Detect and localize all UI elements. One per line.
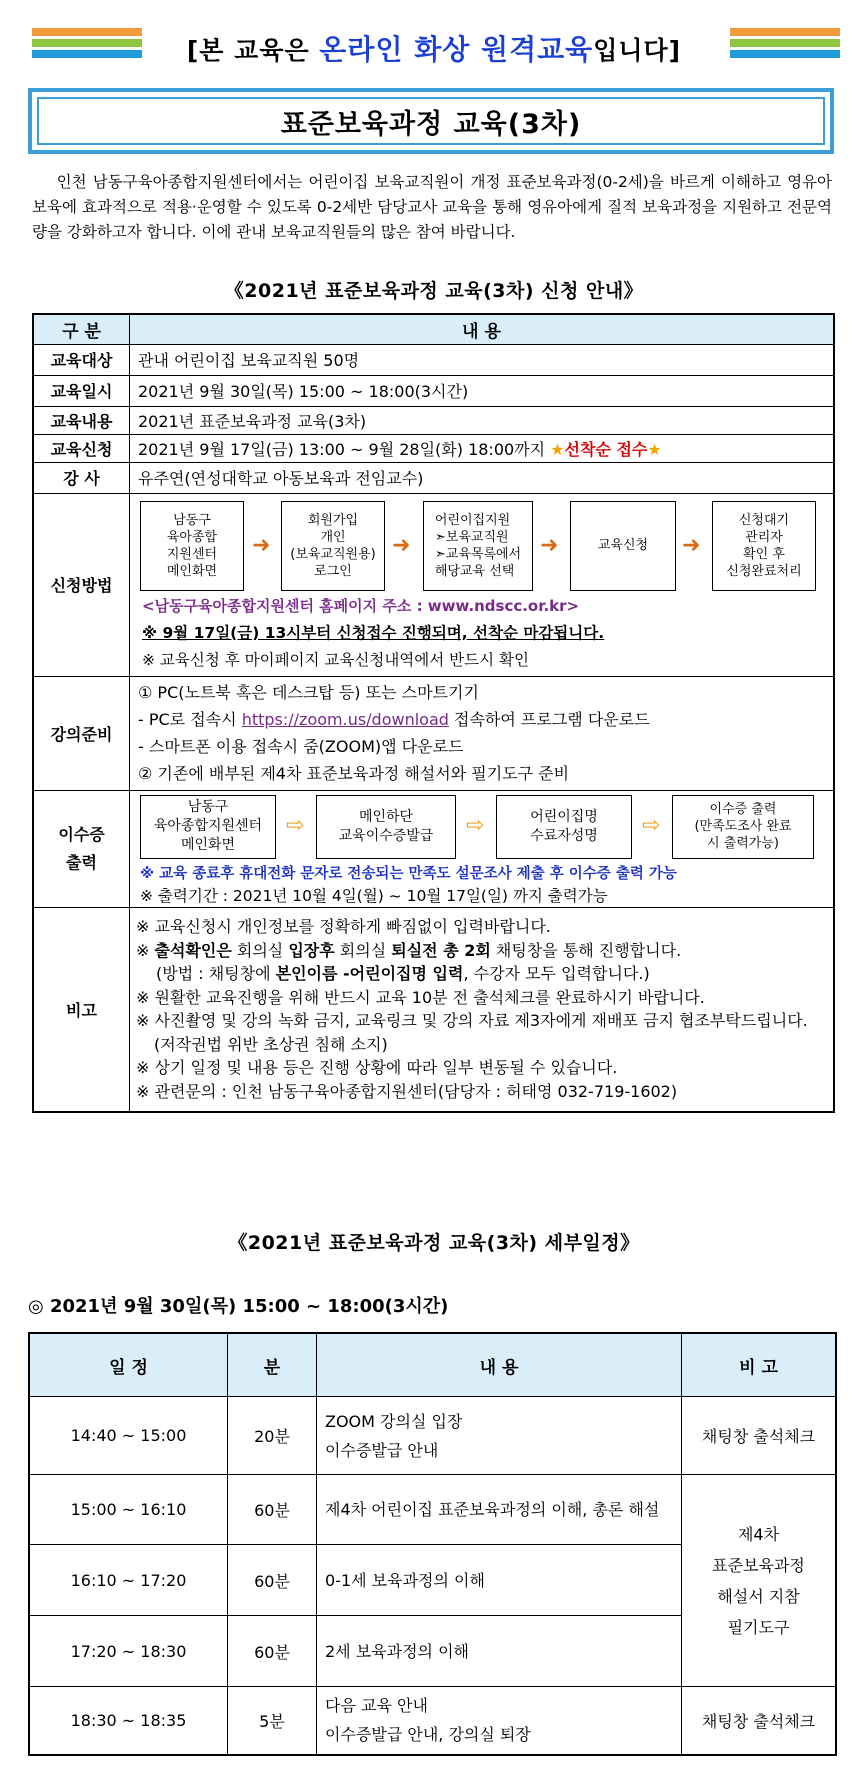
row-minutes: 60분 xyxy=(228,1616,317,1687)
row-content: 제4차 어린이집 표준보육과정의 이해, 총론 해설 xyxy=(317,1475,682,1545)
row-note: 제4차 표준보육과정 해설서 지참 필기도구 xyxy=(682,1475,837,1687)
arrow-right-icon: ➜ xyxy=(682,532,701,558)
remark-line: (방법 : 채팅창에 본인이름 -어린이집명 입력, 수강자 모두 입력합니다.) xyxy=(156,964,650,984)
row-label-apply: 교육신청 xyxy=(33,434,130,462)
remark-line: ※ 원활한 교육진행을 위해 반드시 교육 10분 전 출석체크를 완료하시기 바랍니다. xyxy=(136,987,705,1007)
cert-note-1: ※ 교육 종료후 휴대전화 문자로 전송되는 만족도 설문조사 제출 후 이수증 출력 가능 xyxy=(140,865,677,882)
table-row xyxy=(29,1687,836,1755)
remark-line: ※ 출석확인은 회의실 입장후 회의실 퇴실전 총 2회 채팅창을 통해 진행합니다. xyxy=(136,940,682,960)
content-value: 2021년 표준보육과정 교육(3차) xyxy=(130,406,835,434)
arrow-right-icon: ⇨ xyxy=(286,812,305,838)
schedule-table xyxy=(28,1332,837,1756)
row-content: 다음 교육 안내 이수증발급 안내, 강의실 퇴장 xyxy=(317,1687,682,1755)
homepage-url[interactable]: <남동구육아종합지원센터 홈페이지 주소 : www.ndscc.or.kr> xyxy=(142,596,580,615)
row-time: 18:30 ~ 18:35 xyxy=(29,1687,228,1755)
arrow-right-icon: ➜ xyxy=(540,532,559,558)
prep-line-4: ② 기존에 배부된 제4차 표준보육과정 해설서와 필기도구 준비 xyxy=(138,764,570,783)
remark-line: ※ 상기 일정 및 내용 등은 진행 상황에 따라 일부 변동될 수 있습니다. xyxy=(136,1058,618,1078)
cert-note-2: ※ 출력기간 : 2021년 10월 4일(월) ~ 10월 17일(일) 까지 출력가능 xyxy=(140,886,608,905)
schedule-header-content: 내 용 xyxy=(317,1333,682,1397)
row-label-method: 신청방법 xyxy=(33,493,130,676)
row-content: 0-1세 보육과정의 이해 xyxy=(317,1545,682,1616)
flow-step: 교육신청 xyxy=(570,501,676,591)
apply-info-table xyxy=(32,313,835,1113)
schedule-date: ◎ 2021년 9월 30일(목) 15:00 ~ 18:00(3시간) xyxy=(28,1296,449,1317)
intro-paragraph: 인천 남동구육아종합지원센터에서는 어린이집 보육교직원이 개정 표준보육과정(0-2세)을 바르게 이해하고 영유아 보육에 효과적으로 적용·운영할 수 있도록 0-2세반 담당교사 교육을 통해 영유아에게 질적 보육과정을 지원하고 전문역량을 강화하고자 합니다. 이에 관내 보육교직원들의 많은 참여 바랍니다. xyxy=(32,173,832,241)
row-time: 14:40 ~ 15:00 xyxy=(29,1397,228,1475)
flow-step: 어린이집지원 ➣보육교직원 ➣교육목록에서 해당교육 선택 xyxy=(423,501,533,591)
row-label-lecturer: 강 사 xyxy=(33,462,130,493)
lecturer-value: 유주연(연성대학교 아동보육과 전임교수) xyxy=(130,462,835,493)
arrow-right-icon: ➜ xyxy=(392,532,411,558)
schedule-header-minutes: 분 xyxy=(228,1333,317,1397)
remark-line: ※ 관련문의 : 인천 남동구육아종합지원센터(담당자 : 허태영 032-719-1602) xyxy=(136,1081,678,1101)
row-minutes: 60분 xyxy=(228,1475,317,1545)
cert-step: 어린이집명 수료자성명 xyxy=(496,795,632,859)
arrow-right-icon: ➜ xyxy=(252,532,271,558)
remark-line: ※ 교육신청시 개인정보를 정확하게 빠짐없이 입력바랍니다. xyxy=(136,917,551,937)
zoom-download-link[interactable]: https://zoom.us/download xyxy=(241,710,449,729)
table-row xyxy=(29,1397,836,1475)
prep-line-3: - 스마트폰 이용 접속시 줌(ZOOM)앱 다운로드 xyxy=(138,737,464,756)
flow-step: 회원가입 개인 (보육교직원용) 로그인 xyxy=(281,501,385,591)
row-label-prep: 강의준비 xyxy=(33,676,130,790)
schedule-header-time: 일 정 xyxy=(29,1333,228,1397)
cert-step: 남동구 육아종합지원센터 메인화면 xyxy=(140,795,276,859)
online-banner: [본 교육은 온라인 화상 원격교육입니다] xyxy=(186,33,682,66)
method-note-1: ※ 9월 17일(금) 13시부터 신청접수 진행되며, 선착순 마감됩니다. xyxy=(142,623,605,642)
row-label-target: 교육대상 xyxy=(33,344,130,375)
page-title: 표준보육과정 교육(3차) xyxy=(280,109,582,140)
row-time: 15:00 ~ 16:10 xyxy=(29,1475,228,1545)
cert-cell xyxy=(130,790,835,907)
method-note-2: ※ 교육신청 후 마이페이지 교육신청내역에서 반드시 확인 xyxy=(142,650,529,669)
arrow-right-icon: ⇨ xyxy=(642,812,661,838)
section-title-apply: 《2021년 표준보육과정 교육(3차) 신청 안내》 xyxy=(224,280,644,302)
row-content: ZOOM 강의실 입장 이수증발급 안내 xyxy=(317,1397,682,1475)
row-label-date: 교육일시 xyxy=(33,375,130,406)
table-row xyxy=(29,1475,836,1545)
date-value: 2021년 9월 30일(목) 15:00 ~ 18:00(3시간) xyxy=(130,375,835,406)
flow-step: 신청대기 관리자 확인 후 신청완료처리 xyxy=(712,501,816,591)
table-header-content: 내 용 xyxy=(130,314,835,344)
row-minutes: 60분 xyxy=(228,1545,317,1616)
prep-cell xyxy=(130,676,835,790)
row-time: 17:20 ~ 18:30 xyxy=(29,1616,228,1687)
section-title-schedule: 《2021년 표준보육과정 교육(3차) 세부일정》 xyxy=(228,1232,640,1254)
cert-flow xyxy=(136,791,827,863)
prep-line-1: ① PC(노트북 혹은 데스크탑 등) 또는 스마트기기 xyxy=(138,683,479,702)
apply-flow xyxy=(136,497,827,593)
row-minutes: 5분 xyxy=(228,1687,317,1755)
row-label-cert: 이수증 출력 xyxy=(33,790,130,907)
row-label-content: 교육내용 xyxy=(33,406,130,434)
row-note: 채팅창 출석체크 xyxy=(682,1687,837,1755)
apply-value: 2021년 9월 17일(금) 13:00 ~ 9월 28일(화) 18:00까지 ★선착순 접수★ xyxy=(130,434,835,462)
prep-line-2: - PC로 접속시 https://zoom.us/download 접속하여 프로그램 다운로드 xyxy=(138,710,650,729)
arrow-right-icon: ⇨ xyxy=(466,812,485,838)
table-header-category: 구 분 xyxy=(33,314,130,344)
remark-cell xyxy=(130,907,835,1112)
cert-step: 이수증 출력 (만족도조사 완료 시 출력가능) xyxy=(672,795,814,859)
row-content: 2세 보육과정의 이해 xyxy=(317,1616,682,1687)
title-box xyxy=(28,88,834,154)
row-time: 16:10 ~ 17:20 xyxy=(29,1545,228,1616)
row-note: 채팅창 출석체크 xyxy=(682,1397,837,1475)
flow-step: 남동구 육아종합 지원센터 메인화면 xyxy=(140,501,244,591)
remark-line: ※ 사진촬영 및 강의 녹화 금지, 교육링크 및 강의 자료 제3자에게 재배포 금지 협조부탁드립니다.(저작권법 위반 초상권 침해 소지) xyxy=(136,1011,808,1054)
row-minutes: 20분 xyxy=(228,1397,317,1475)
cert-step: 메인하단 교육이수증발급 xyxy=(316,795,456,859)
schedule-header-note: 비 고 xyxy=(682,1333,837,1397)
target-value: 관내 어린이집 보육교직원 50명 xyxy=(130,344,835,375)
row-label-remark: 비고 xyxy=(33,907,130,1112)
method-cell xyxy=(130,493,835,676)
